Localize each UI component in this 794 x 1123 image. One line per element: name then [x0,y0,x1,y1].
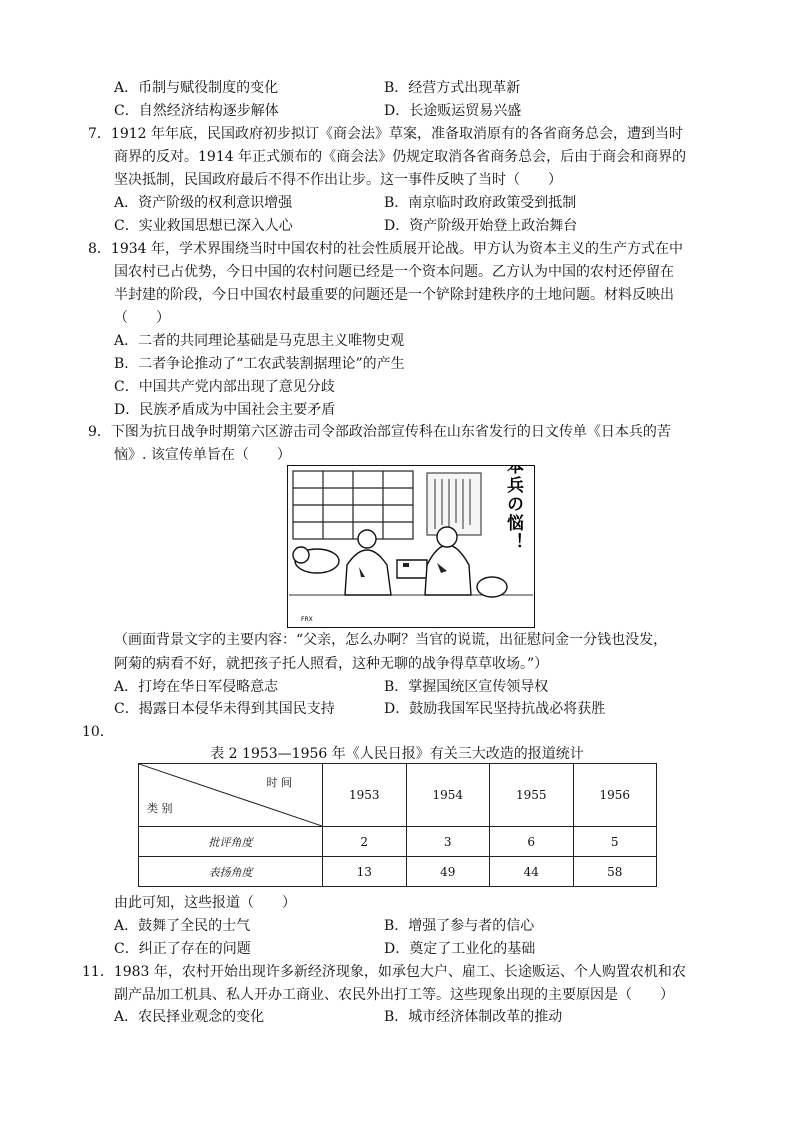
q11-option-b: B．城市经济体制改革的推动 [384,1009,563,1025]
row-label: 表扬角度 [139,857,323,887]
table-row [139,857,657,887]
q10-table-title: 表 2 1953—1956 年《人民日报》有关三大改造的报道统计 [210,746,584,762]
q9-option-c: C．揭露日本侵华未得到其国民支持 [114,701,335,717]
q10-number: 10． [82,724,114,740]
q9-stem-line-1: 9．下图为抗日战争时期第六区游击司令部政治部宣传科在山东省发行的日文传单《日本兵的苦 [88,424,671,440]
q7-option-b: B．南京临时政府政策受到抵制 [384,195,577,211]
table-cell: 44 [490,857,574,887]
q8-stem-line-4: （ ） [114,310,170,326]
q11-stem-line-1: 11．1983 年，农村开始出现许多新经济现象，如承包大户、雇工、长途贩运、个人购置农机和农 [82,964,686,980]
q8-option-a: A．二者的共同理论基础是马克思主义唯物史观 [114,333,405,349]
row-label: 批评角度 [139,827,323,857]
q8-stem-line-2: 国农村已占优势，今日中国的农村问题已经是一个资本问题。乙方认为中国的农村还停留在 [114,264,674,280]
q10-option-b: B．增强了参与者的信心 [384,918,535,934]
year-header: 1953 [323,764,407,827]
svg-text:FRX: FRX [301,616,313,623]
table-cell: 58 [573,857,657,887]
q11-option-a: A．农民择业观念的变化 [114,1009,265,1025]
q7-stem-line-1: 7．1912 年年底，民国政府初步拟订《商会法》草案，准备取消原有的各省商务总会，遭到当时 [88,126,683,142]
q6-option-d: D．长途贩运贸易兴盛 [384,103,522,119]
q10-stats-table [138,763,657,887]
q9-caption-line-1: （画面背景文字的主要内容：“父亲，怎么办啊？当官的说谎，出征慰问金一分钱也没发， [114,632,668,648]
table-row [139,827,657,857]
q9-option-a: A．打垮在华日军侵略意志 [114,679,279,695]
header-category-label: 类 别 [147,802,173,815]
q7-option-a: A．资产阶级的权利意识增强 [114,195,293,211]
q7-option-c: C．实业救国思想已深入人心 [114,218,293,234]
q9-option-d: D．鼓励我国军民坚持抗战必将获胜 [384,701,606,717]
propaganda-leaflet-image [287,465,535,628]
q10-option-a: A．鼓舞了全民的士气 [114,918,251,934]
q7-option-d: D．资产阶级开始登上政治舞台 [384,218,578,234]
q8-option-c: C．中国共产党内部出现了意见分歧 [114,379,335,395]
q11-stem-line-2: 副产品加工机具、私人开办工商业、农民外出打工等。这些现象出现的主要原因是（ ） [114,987,674,1003]
q9-caption-line-2: 阿菊的病看不好，就把孩子托人照看，这种无聊的战争得草草收场。”） [114,656,549,672]
year-header: 1955 [490,764,574,827]
q10-stem: 由此可知，这些报道（ ） [114,895,296,911]
table-cell: 2 [323,827,407,857]
q8-option-b: B．二者争论推动了“工农武装割据理论”的产生 [114,356,405,372]
q8-stem-line-3: 半封建的阶段，今日中国农村最重要的问题还是一个铲除封建秩序的土地问题。材料反映出 [114,287,674,303]
q7-stem-line-2: 商界的反对。1914 年正式颁布的《商会法》仍规定取消各省商务总会，后由于商会和商界的 [114,149,687,165]
q8-option-d: D．民族矛盾成为中国社会主要矛盾 [114,402,336,418]
q7-stem-line-3: 坚决抵制，民国政府最后不得不作出让步。这一事件反映了当时（ ） [114,172,562,188]
table-header-diagonal-cell [139,764,323,827]
q6-option-c: C．自然经济结构逐步解体 [114,103,279,119]
table-cell: 5 [573,827,657,857]
year-header: 1956 [573,764,657,827]
q8-stem-line-1: 8．1934 年，学术界围绕当时中国农村的社会性质展开论战。甲方认为资本主义的生产方式在中 [88,241,683,257]
q6-option-a: A．币制与赋役制度的变化 [114,80,279,96]
q6-option-b: B．经营方式出现革新 [384,80,521,96]
table-cell: 3 [406,827,490,857]
q10-option-c: C．纠正了存在的问题 [114,941,251,957]
cartoon-title-text: 日本兵の悩！ [503,465,523,552]
table-cell: 6 [490,827,574,857]
q10-option-d: D．奠定了工业化的基础 [384,941,536,957]
header-time-label: 时 间 [266,776,292,789]
q9-option-b: B．掌握国统区宣传领导权 [384,679,549,695]
table-cell: 49 [406,857,490,887]
q9-stem-line-2: 恼》. 该宣传单旨在（ ） [114,447,291,463]
year-header: 1954 [406,764,490,827]
table-cell: 13 [323,857,407,887]
